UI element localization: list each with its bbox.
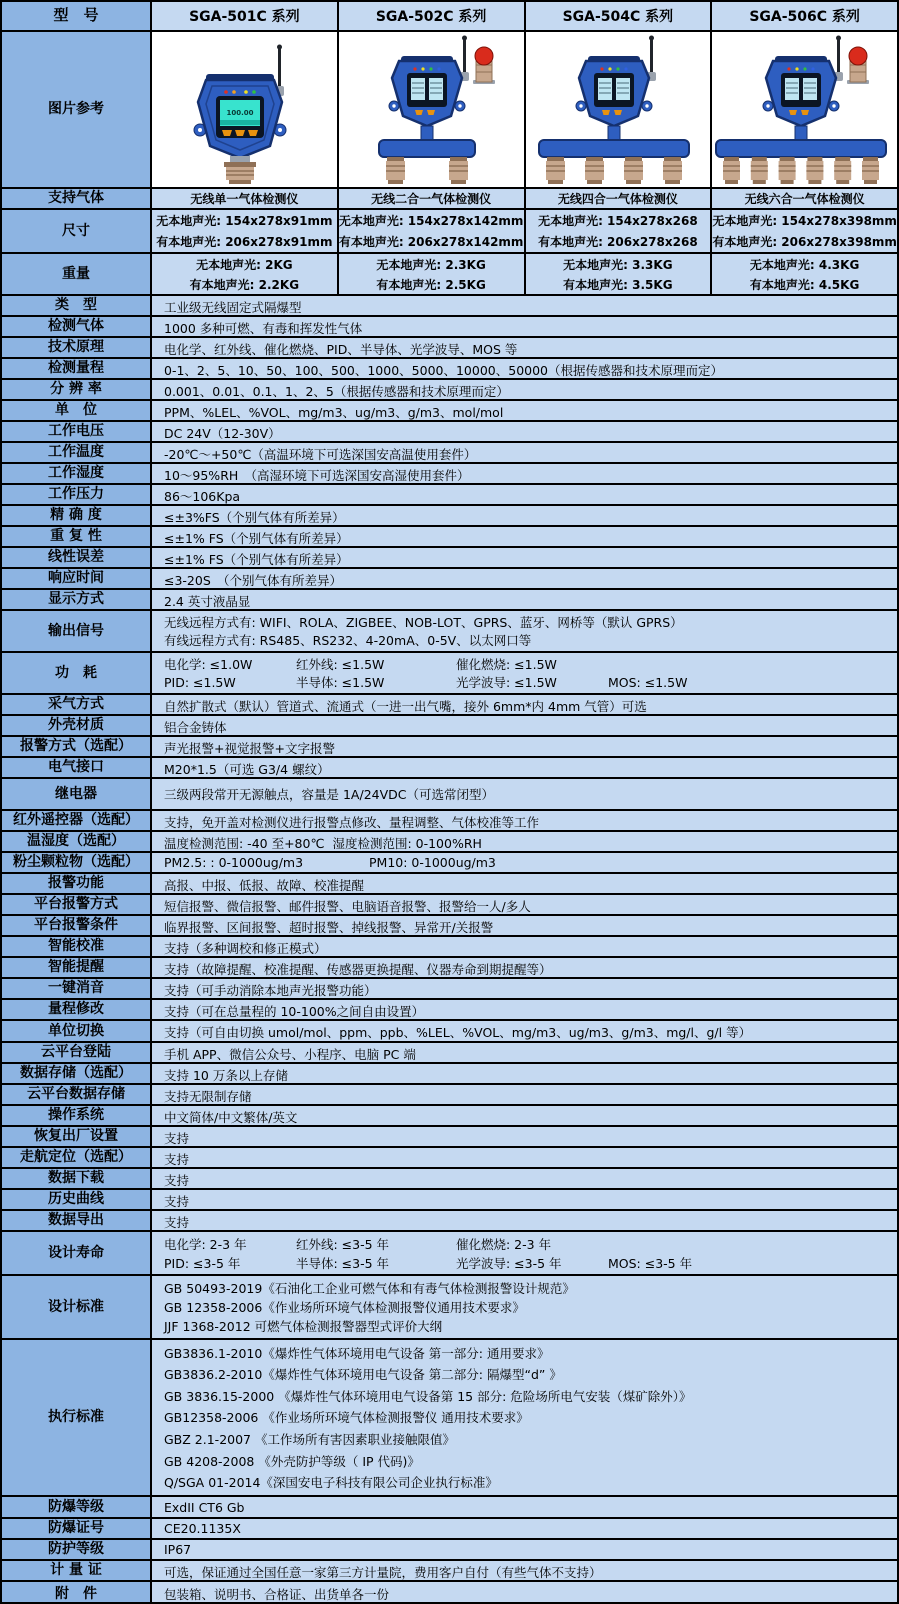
row-label-repeatability: 重 复 性 [2,527,152,546]
column-header-sga-506c: SGA-506C 系列 [710,2,897,30]
value-text: GB 3836.15-2000 《爆炸性气体环境用电气设备第 15 部分: 危险场所电气安装（煤矿除外）》 [164,1388,692,1404]
value-cell [337,254,524,294]
spec-row-factory-reset [2,1127,897,1148]
row-label-tech-principle: 技术原理 [2,338,152,357]
row-value-dust [152,853,897,872]
value-text: 可选，保证通过全国任意一家第三方计量院，费用客户自付（有些气体不支持） [164,1565,602,1580]
value-cell [152,189,337,208]
value-text: GB3836.1-2010《爆炸性气体环境用电气设备 第一部分: 通用要求》 [164,1345,550,1361]
value-text: 支持（多种调校和修正模式） [164,941,327,956]
spec-row-smart-cal [2,937,897,958]
row-value-linearity [152,548,897,567]
value-text: 无本地声光: 154x278x142mm [338,214,524,228]
value-text: Q/SGA 01-2014《深国安电子科技有限公司企业执行标准》 [164,1475,498,1491]
value-text: 短信报警、微信报警、邮件报警、电脑语音报警、报警给一人/多人 [164,899,531,914]
value-text: 支持（故障提醒、校准提醒、传感器更换提醒、仪器寿命到期提醒等） [164,962,552,977]
value-text: 无本地声光: 4.3KG [749,257,860,272]
value-segment: 电化学: ≤1.0W [164,657,253,672]
value-text: ≤3-20S （个别气体有所差异） [164,573,343,588]
value-text: 无线远程方式有: WIFI、ROLA、ZIGBEE、NOB-LOT、GPRS、蓝牙、网桥等（默认 GPRS） [164,615,683,630]
value-text [164,1254,692,1272]
product-image-sga-504c [524,32,711,187]
value-text: 中文简体/中文繁体/英文 [164,1110,298,1125]
row-label-factory-reset: 恢复出厂设置 [2,1127,152,1146]
spec-row-temp-humidity [2,832,897,853]
row-value-data-export [152,1211,897,1230]
value-text [164,1235,608,1253]
row-value-protection-class [152,1540,897,1559]
row-value-output-signal [152,611,897,651]
spec-row-mute [2,979,897,1000]
value-cell [152,210,337,252]
value-text [164,655,608,673]
row-value-exec-standard [152,1340,897,1495]
spec-row-work-temp [2,443,897,464]
value-text: 支持 10 万条以上存储 [164,1068,288,1083]
row-label-smart-cal: 智能校准 [2,937,152,956]
row-label-alarm-function: 报警功能 [2,874,152,893]
value-text: 无线二合一气体检测仪 [371,192,492,206]
value-text: 工业级无线固定式隔爆型 [164,300,302,315]
value-text: M20*1.5（可选 G3/4 螺纹） [164,762,330,777]
row-value-factory-reset [152,1127,897,1146]
row-value-sampling [152,695,897,714]
image-cells [152,32,897,187]
spec-row-ir-remote [2,811,897,832]
value-text: 有本地声光: 4.5KG [749,277,860,292]
row-value-weight [152,254,897,294]
row-label-display: 显示方式 [2,590,152,609]
spec-row-platform-alarm-mode [2,895,897,916]
row-label-alarm-mode: 报警方式（选配） [2,737,152,756]
column-header-sga-502c: SGA-502C 系列 [337,2,524,30]
row-value-design-standard [152,1276,897,1338]
spec-row-accessories [2,1582,897,1604]
spec-row-voltage [2,422,897,443]
row-value-smart-cal [152,937,897,956]
value-text: 无本地声光: 154x278x268 [538,214,698,228]
value-cell [710,210,897,252]
spec-row-alarm-function [2,874,897,895]
row-value-shell [152,716,897,735]
value-text: DC 24V（12-30V） [164,426,281,441]
svg-text:100.00: 100.00 [226,108,254,117]
row-value-design-life [152,1232,897,1274]
row-value-alarm-mode [152,737,897,756]
value-text: 86～106Kpa [164,489,241,504]
row-label-support-gas: 支持气体 [2,189,152,208]
value-text: -20℃～+50℃（高温环境下可选深国安高温使用套件） [164,447,477,462]
value-text: ≤±1% FS（个别气体有所差异） [164,552,349,567]
value-text: 无线单一气体检测仪 [190,192,299,206]
value-text [164,673,687,691]
row-value-relay [152,779,897,809]
row-label-work-temp: 工作温度 [2,443,152,462]
value-segment: 催化燃烧: 2-3 年 [456,1236,552,1252]
spec-row-cloud-storage [2,1085,897,1106]
value-cell [710,189,897,208]
value-text: 有本地声光: 2.5KG [376,277,486,292]
row-label-power: 功 耗 [2,653,152,693]
spec-row-accuracy [2,506,897,527]
row-value-response-time [152,569,897,588]
row-value-tech-principle [152,338,897,357]
row-value-platform-alarm-mode [152,895,897,914]
gas-detector-illustration-sga-506c [713,34,897,186]
spec-row-linearity [2,548,897,569]
value-text: ExdII CT6 Gb [164,1499,245,1515]
value-text [164,855,529,870]
value-text: 无本地声光: 154x278x398mm [712,214,897,228]
row-label-explosion-cert: 防爆证号 [2,1519,152,1538]
value-cell [524,189,711,208]
value-segment: 半导体: ≤3-5 年 [296,1255,390,1271]
spec-row-range-modify [2,1000,897,1021]
spec-row-sampling [2,695,897,716]
value-text: 有线远程方式有: RS485、RS232、4-20mA、0-5V、以太网口等 [164,633,532,648]
row-label-nav-position: 走航定位（选配） [2,1148,152,1167]
spec-row-shell [2,716,897,737]
row-value-alarm-function [152,874,897,893]
value-text: 无线四合一气体检测仪 [557,192,678,206]
value-text: GB 50493-2019《石油化工企业可燃气体和有毒气体检测报警设计规范》 [164,1280,575,1296]
product-image-sga-506c [710,32,897,187]
row-label-design-life: 设计寿命 [2,1232,152,1274]
spec-row-output-signal [2,611,897,653]
spec-row-history-curve [2,1190,897,1211]
spec-row-exec-standard [2,1340,897,1497]
row-label-mute: 一键消音 [2,979,152,998]
row-label-resolution: 分 辨 率 [2,380,152,399]
value-text: GB 12358-2006《作业场所环境气体检测报警仪通用技术要求》 [164,1299,525,1315]
row-label-data-export: 数据导出 [2,1211,152,1230]
spec-row-metrology-cert [2,1561,897,1582]
value-segment: 红外线: ≤1.5W [296,657,385,672]
spec-row-alarm-mode [2,737,897,758]
row-label-protection-class: 防护等级 [2,1540,152,1559]
product-image-sga-501c [152,32,337,187]
row-label-output-signal: 输出信号 [2,611,152,651]
spec-row-os [2,1106,897,1127]
value-text: 支持 [164,1131,190,1146]
image-row-label: 图片参考 [2,32,152,187]
value-text: 支持 [164,1215,190,1230]
row-label-data-storage: 数据存储（选配） [2,1064,152,1083]
model-header-label: 型 号 [2,2,152,30]
row-value-type [152,296,897,315]
spec-row-resolution [2,380,897,401]
spec-row-design-standard [2,1276,897,1340]
row-value-ir-remote [152,811,897,830]
spec-row-dust [2,853,897,874]
row-value-mute [152,979,897,998]
row-label-detect-gas: 检测气体 [2,317,152,336]
spec-row-range [2,359,897,380]
row-value-display [152,590,897,609]
value-text: 手机 APP、微信公众号、小程序、电脑 PC 端 [164,1047,416,1062]
row-value-temp-humidity [152,832,897,851]
spec-row-work-humidity [2,464,897,485]
row-label-type: 类 型 [2,296,152,315]
value-text: 支持（可手动消除本地声光报警功能） [164,983,377,998]
row-value-range [152,359,897,378]
value-text: 无本地声光: 3.3KG [563,257,673,272]
spec-row-protection-class [2,1540,897,1561]
header-row [2,2,897,32]
row-value-power [152,653,897,693]
spec-row-unit-switch [2,1021,897,1043]
row-label-ir-remote: 红外遥控器（选配） [2,811,152,830]
row-label-range: 检测量程 [2,359,152,378]
value-text: 有本地声光: 206x278x91mm [156,235,333,249]
row-label-dust: 粉尘颗粒物（选配） [2,853,152,872]
spec-row-tech-principle [2,338,897,359]
value-cell [337,189,524,208]
value-text: 支持，免开盖对检测仪进行报警点修改、量程调整、气体校准等工作 [164,815,540,830]
row-label-history-curve: 历史曲线 [2,1190,152,1209]
value-text: 温度检测范围: -40 至+80℃ 湿度检测范围: 0-100%RH [164,836,482,851]
value-text: 2.4 英寸液晶显 [164,594,251,609]
gas-detector-illustration-sga-502c [339,34,523,186]
value-cell [524,254,711,294]
row-value-resolution [152,380,897,399]
value-text: 铝合金铸体 [164,720,227,735]
spec-row-repeatability [2,527,897,548]
value-text: 支持（可在总量程的 10-100%之间自由设置） [164,1004,425,1019]
value-text: ≤±1% FS（个别气体有所差异） [164,531,349,546]
spec-row-explosion-cert [2,1519,897,1540]
row-label-design-standard: 设计标准 [2,1276,152,1338]
value-text: 有本地声光: 206x278x268 [538,235,698,249]
value-text: 三级两段常开无源触点，容量是 1A/24VDC（可选常闭型） [164,787,494,802]
row-label-accuracy: 精 确 度 [2,506,152,525]
row-value-smart-remind [152,958,897,977]
value-text: 有本地声光: 206x278x398mm [712,235,897,249]
row-label-work-humidity: 工作湿度 [2,464,152,483]
row-label-platform-alarm-mode: 平台报警方式 [2,895,152,914]
row-value-explosion-cert [152,1519,897,1538]
row-label-exec-standard: 执行标准 [2,1340,152,1495]
image-row [2,32,897,189]
row-value-support-gas [152,189,897,208]
row-value-cloud-storage [152,1085,897,1104]
spec-row-support-gas [2,189,897,210]
value-text: 无本地声光: 2.3KG [376,257,486,272]
spec-row-design-life [2,1232,897,1276]
gas-detector-illustration-sga-504c [526,34,710,186]
value-text: 无本地声光: 2KG [196,257,293,272]
value-segment: 催化燃烧: ≤1.5W [456,657,557,672]
value-segment: 光学波导: ≤1.5W [456,675,557,690]
value-cell [152,254,337,294]
row-label-cloud-login: 云平台登陆 [2,1043,152,1062]
value-text: 有本地声光: 206x278x142mm [338,235,524,249]
row-value-dimensions [152,210,897,252]
value-text: 支持（可自由切换 umol/mol、ppm、ppb、%LEL、%VOL、mg/m3、ug/m3、g/m3、mg/l、g/l 等） [164,1025,752,1040]
value-segment: 半导体: ≤1.5W [296,675,385,690]
spec-rows-container [2,189,897,1604]
value-text: 10～95%RH （高湿环境下可选深国安高湿使用套件） [164,468,470,483]
value-text: 支持 [164,1194,190,1209]
spec-row-response-time [2,569,897,590]
row-value-electrical-interface [152,758,897,777]
row-label-range-modify: 量程修改 [2,1000,152,1019]
row-label-metrology-cert: 计 量 证 [2,1561,152,1580]
row-value-work-humidity [152,464,897,483]
row-label-sampling: 采气方式 [2,695,152,714]
spec-row-data-download [2,1169,897,1190]
spec-row-type [2,296,897,317]
value-cell [710,254,897,294]
row-label-smart-remind: 智能提醒 [2,958,152,977]
row-value-detect-gas [152,317,897,336]
spec-row-smart-remind [2,958,897,979]
row-value-metrology-cert [152,1561,897,1580]
spec-row-electrical-interface [2,758,897,779]
value-text: 有本地声光: 2.2KG [189,277,300,292]
spec-row-detect-gas [2,317,897,338]
spec-row-display [2,590,897,611]
value-text: 无本地声光: 154x278x91mm [156,214,333,228]
column-header-sga-504c: SGA-504C 系列 [524,2,711,30]
row-value-nav-position [152,1148,897,1167]
row-value-platform-alarm-cond [152,916,897,935]
row-value-work-temp [152,443,897,462]
row-value-data-download [152,1169,897,1188]
row-value-cloud-login [152,1043,897,1062]
value-text: 声光报警+视觉报警+文字报警 [164,741,335,756]
spec-row-unit [2,401,897,422]
value-segment: MOS: ≤1.5W [608,675,688,690]
row-label-electrical-interface: 电气接口 [2,758,152,777]
value-text: 有本地声光: 3.5KG [563,277,673,292]
value-segment: 红外线: ≤3-5 年 [296,1236,390,1252]
value-text: 支持 [164,1152,190,1167]
spec-row-nav-position [2,1148,897,1169]
row-label-weight: 重量 [2,254,152,294]
value-segment: 光学波导: ≤3-5 年 [456,1255,562,1271]
row-label-shell: 外壳材质 [2,716,152,735]
value-text: 临界报警、区间报警、超时报警、掉线报警、异常开/关报警 [164,920,494,935]
spec-row-cloud-login [2,1043,897,1064]
value-segment: PID: ≤3-5 年 [164,1255,241,1271]
row-value-repeatability [152,527,897,546]
value-text: 1000 多种可燃、有毒和挥发性气体 [164,321,363,336]
row-label-temp-humidity: 温湿度（选配） [2,832,152,851]
row-label-data-download: 数据下载 [2,1169,152,1188]
row-label-unit: 单 位 [2,401,152,420]
value-text: GB3836.2-2010《爆炸性气体环境用电气设备 第二部分: 隔爆型“d” 》 [164,1367,562,1383]
row-value-voltage [152,422,897,441]
row-label-dimensions: 尺寸 [2,210,152,252]
value-text: GB12358-2006 《作业场所环境气体检测报警仪 通用技术要求》 [164,1410,529,1426]
value-text: IP67 [164,1542,192,1557]
spec-row-data-storage [2,1064,897,1085]
row-value-work-pressure [152,485,897,504]
value-text: 支持 [164,1173,190,1188]
row-value-history-curve [152,1190,897,1209]
value-text: GB 4208-2008 《外壳防护等级（ IP 代码)》 [164,1453,420,1469]
header-columns [152,2,897,30]
row-label-unit-switch: 单位切换 [2,1021,152,1041]
row-label-linearity: 线性误差 [2,548,152,567]
spec-row-platform-alarm-cond [2,916,897,937]
spec-row-relay [2,779,897,811]
value-text: 包装箱、说明书、合格证、出货单各一份 [164,1587,390,1602]
value-segment: MOS: ≤3-5 年 [608,1255,693,1271]
value-text: 高报、中报、低报、故障、校准提醒 [164,878,365,893]
value-text: PPM、%LEL、%VOL、mg/m3、ug/m3、g/m3、mol/mol [164,405,504,420]
value-text: GBZ 2.1-2007 《工作场所有害因素职业接触限值》 [164,1432,455,1448]
value-text: 电化学、红外线、催化燃烧、PID、半导体、光学波导、MOS 等 [164,342,518,357]
value-text: 0.001、0.01、0.1、1、2、5（根据传感器和技术原理而定） [164,384,509,399]
row-value-unit [152,401,897,420]
value-segment: PID: ≤1.5W [164,675,236,690]
row-label-accessories: 附 件 [2,1582,152,1604]
value-cell [337,210,524,252]
spec-row-explosion-class [2,1497,897,1519]
row-value-explosion-class [152,1497,897,1517]
value-text: CE20.1135X [164,1521,241,1536]
value-text: JJF 1368-2012 可燃气体检测报警器型式评价大纲 [164,1319,443,1335]
spec-row-power [2,653,897,695]
value-text: ≤±3%FS（个别气体有所差异） [164,510,345,525]
value-cell [524,210,711,252]
value-text: 0-1、2、5、10、50、100、500、1000、5000、10000、50000（根据传感器和技术原理而定） [164,363,724,378]
row-label-cloud-storage: 云平台数据存储 [2,1085,152,1104]
row-value-os [152,1106,897,1125]
row-label-os: 操作系统 [2,1106,152,1125]
row-value-data-storage [152,1064,897,1083]
row-label-relay: 继电器 [2,779,152,809]
value-segment: PM10: 0-1000ug/m3 [369,855,496,870]
row-value-accuracy [152,506,897,525]
column-header-sga-501c: SGA-501C 系列 [189,9,300,25]
spec-row-work-pressure [2,485,897,506]
value-text: 无线六合一气体检测仪 [744,192,865,206]
row-value-accessories [152,1582,897,1604]
row-label-voltage: 工作电压 [2,422,152,441]
value-segment: 电化学: 2-3 年 [164,1236,247,1252]
value-text: 支持无限制存储 [164,1089,252,1104]
value-segment: PM2.5: : 0-1000ug/m3 [164,855,304,870]
row-label-explosion-class: 防爆等级 [2,1497,152,1517]
gas-detector-illustration-sga-501c [152,34,336,186]
value-text: 自然扩散式（默认）管道式、流通式（一进一出气嘴，接外 6mm*内 4mm 气管）可选 [164,699,647,714]
row-label-response-time: 响应时间 [2,569,152,588]
spec-row-data-export [2,1211,897,1232]
row-label-work-pressure: 工作压力 [2,485,152,504]
row-label-platform-alarm-cond: 平台报警条件 [2,916,152,935]
spec-row-weight [2,254,897,296]
product-image-sga-502c [337,32,524,187]
spec-row-dimensions [2,210,897,254]
row-value-unit-switch [152,1021,897,1041]
row-value-range-modify [152,1000,897,1019]
